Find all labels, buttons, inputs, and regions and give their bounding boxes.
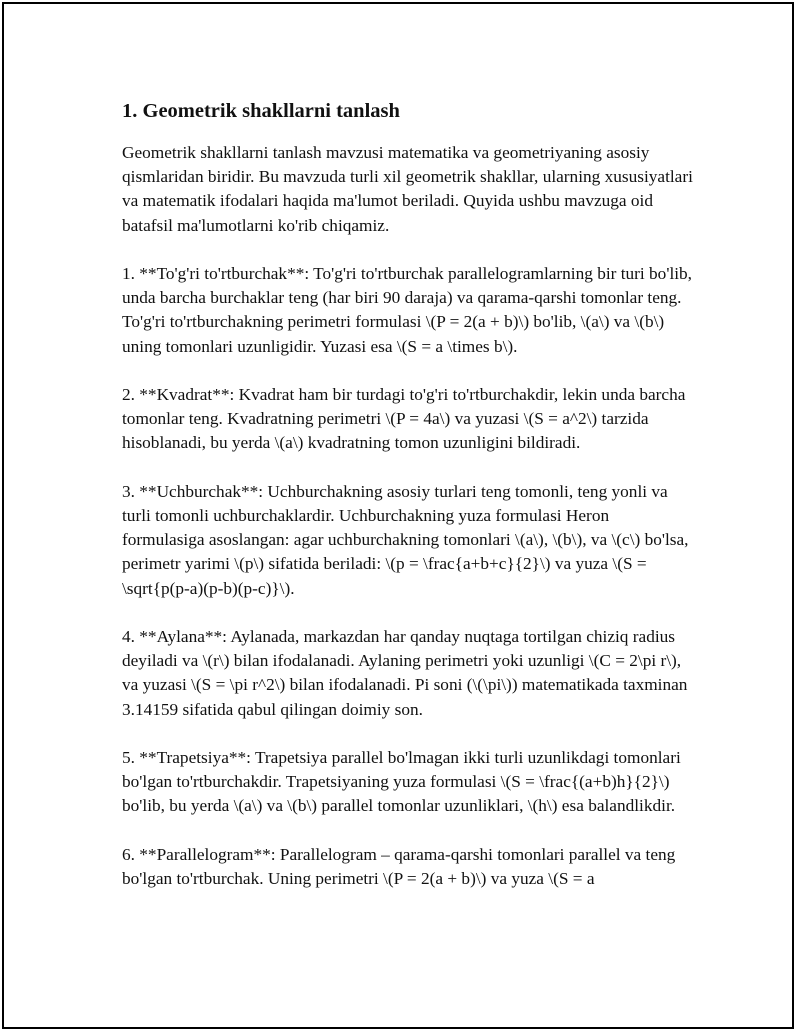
paragraph-square: 2. **Kvadrat**: Kvadrat ham bir turdagi to'g'ri to'rtburchakdir, lekin unda barcha tomonlar teng. Kvadratning perimetri \(P = 4a\) va yuzasi \(S = a^2\) tarzida hisoblanadi, bu yerda \(a\) kvadratning tomon uzunligini bildiradi.	[122, 385, 686, 453]
page-frame	[2, 2, 794, 1029]
paragraph-rectangle: 1. **To'g'ri to'rtburchak**: To'g'ri to'rtburchak parallelogramlarning bir turi bo'lib, unda barcha burchaklar teng (har biri 90 daraja) va qarama-qarshi tomonlar teng. To'g'ri to'rtburchakning perimetri formulasi \(P = 2(a + b)\) bo'lib, \(a\) va \(b\) uning tomonlari uzunligidir. Yuzasi esa \(S = a \times b\).	[122, 264, 693, 356]
section-title: 1. Geometrik shakllarni tanlash	[122, 100, 400, 122]
paragraph-triangle: 3. **Uchburchak**: Uchburchakning asosiy turlari teng tomonli, teng yonli va turli tomonli uchburchaklardir. Uchburchakning yuza formulasi Heron formulasiga asoslangan: agar uchburchakning tomonlari \(a\), \(b\), va \(c\) bo'lsa, perimetr yarimi \(p\) sifatida beriladi: \(p = \frac{a+b+c}{2}\) va yuza \(S = \sqrt{p(p-a)(p-b)(p-c)}\).	[122, 481, 689, 598]
paragraph-parallelogram: 6. **Parallelogram**: Parallelogram – qarama-qarshi tomonlari parallel va teng bo'lgan to'rtburchak. Uning perimetri \(P = 2(a + b)\) va yuza \(S = a	[122, 844, 676, 888]
paragraph-trapezoid: 5. **Trapetsiya**: Trapetsiya parallel bo'lmagan ikki turli uzunlikdagi tomonlari bo'lgan to'rtburchakdir. Trapetsiyaning yuza formulasi \(S = \frac{(a+b)h}{2}\) bo'lib, bu yerda \(a\) va \(b\) parallel tomonlar uzunliklari, \(h\) esa balandlikdir.	[122, 748, 681, 816]
document-content	[122, 97, 694, 915]
intro-paragraph: Geometrik shakllarni tanlash mavzusi matematika va geometriyaning asosiy qismlaridan biridir. Bu mavzuda turli xil geometrik shakllar, ularning xususiyatlari va matematik ifodalari haqida ma'lumot beriladi. Quyida ushbu mavzuga oid batafsil ma'lumotlarni ko'rib chiqamiz.	[122, 143, 693, 235]
paragraph-circle: 4. **Aylana**: Aylanada, markazdan har qanday nuqtaga tortilgan chiziq radius deyiladi va \(r\) bilan ifodalanadi. Aylaning perimetri yoki uzunligi \(C = 2\pi r\), va yuzasi \(S = \pi r^2\) bilan ifodalanadi. Pi soni (\(\pi\)) matematikada taxminan 3.14159 sifatida qabul qilingan doimiy son.	[122, 627, 688, 719]
